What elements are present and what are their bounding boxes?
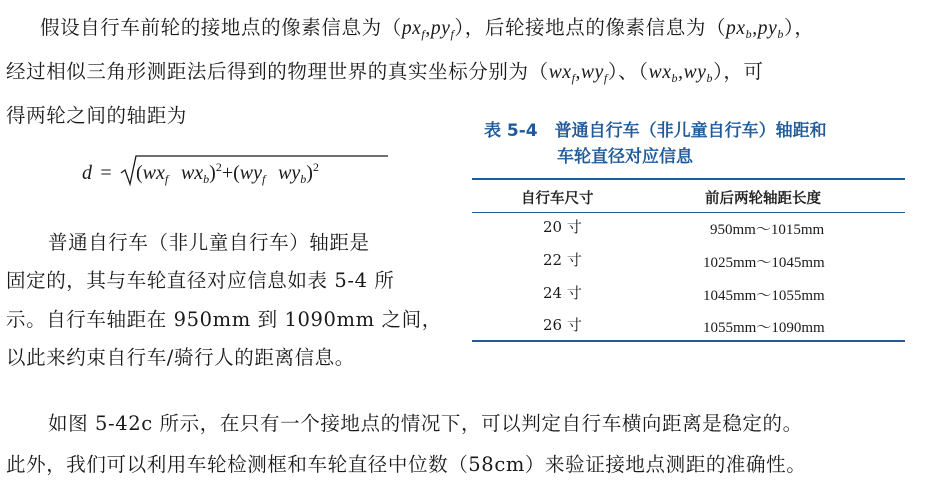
intro-text: 经过相似三角形测距法后得到的物理世界的真实坐标分别为（ <box>6 60 549 83</box>
math-wx-b: $wx_b$ <box>648 62 679 85</box>
math-wy-f: $wy_f$ <box>581 62 608 85</box>
table-header-rule <box>472 212 905 213</box>
sqrt-symbol <box>120 154 390 188</box>
table-cell-size: 22 寸 <box>543 251 582 269</box>
table-header-wheelbase: 前后两轮轴距长度 <box>705 191 821 207</box>
intro-text: 假设自行车前轮的接地点的像素信息为（ <box>40 16 402 39</box>
intro-text: ）、（ <box>607 60 649 83</box>
table-caption-line-2: 车轮直径对应信息 <box>557 147 693 167</box>
math-px-f: $px_f$ <box>401 18 426 41</box>
left-para-line-3: 示。自行车轴距在 950mm 到 1090mm 之间， <box>6 308 442 331</box>
left-para-line-4: 以此来约束自行车/骑行人的距离信息。 <box>6 346 355 369</box>
table-bottom-rule <box>472 340 905 342</box>
intro-text: ），可 <box>713 60 764 83</box>
math-py-f: $py_f$ <box>430 18 455 41</box>
math-py-b: $py_b$ <box>757 18 784 41</box>
wheelbase-formula: d = ($wx_f$ $wx_b)^2+(wy_f$ $wy_b)^2$ <box>82 160 319 187</box>
math-wx-f: $wx_f$ <box>548 62 576 85</box>
table-header-size: 自行车尺寸 <box>521 191 594 207</box>
intro-line-1: 假设自行车前轮的接地点的像素信息为$(px_f,py_f)$，后轮接地点的像素信息为$(px_b,py_b)$， <box>40 16 815 41</box>
table-caption-line-1: 表 5-4 普通自行车（非儿童自行车）轴距和 <box>484 121 827 141</box>
intro-text: ），后轮接地点的像素信息为（ <box>454 16 727 39</box>
table-cell-wheelbase: 1045mm～1055mm <box>703 288 825 304</box>
table-cell-wheelbase: 1025mm～1045mm <box>703 255 825 271</box>
sqrt-expression: ($wx_f$ $wx_b)^2+(wy_f$ $wy_b)^2$ <box>120 160 319 187</box>
table-cell-size: 26 寸 <box>543 316 582 334</box>
intro-line-2: 经过相似三角形测距法后得到的物理世界的真实坐标分别为$(wx_f,wy_f)$、$(wx_b,wy_b)$，可 <box>6 60 764 85</box>
bottom-para-line-2: 此外，我们可以利用车轮检测框和车轮直径中位数（58cm）来验证接地点测距的准确性。 <box>6 453 807 476</box>
table-cell-size: 20 寸 <box>543 218 582 236</box>
table-top-rule <box>472 178 905 180</box>
bottom-para-line-1: 如图 5-42c 所示，在只有一个接地点的情况下，可以判定自行车横向距离是稳定的。 <box>48 412 803 435</box>
left-para-line-2: 固定的，其与车轮直径对应信息如表 5-4 所 <box>6 269 395 292</box>
intro-text: ）， <box>783 16 815 39</box>
math-wy-b: $wy_b$ <box>683 62 714 85</box>
left-para-line-1: 普通自行车（非儿童自行车）轴距是 <box>48 231 370 254</box>
table-cell-size: 24 寸 <box>543 284 582 302</box>
table-cell-wheelbase: 950mm～1015mm <box>710 222 825 238</box>
intro-line-3: 得两轮之间的轴距为 <box>6 104 187 127</box>
table-cell-wheelbase: 1055mm～1090mm <box>703 320 825 336</box>
math-px-b: $px_b$ <box>726 18 753 41</box>
